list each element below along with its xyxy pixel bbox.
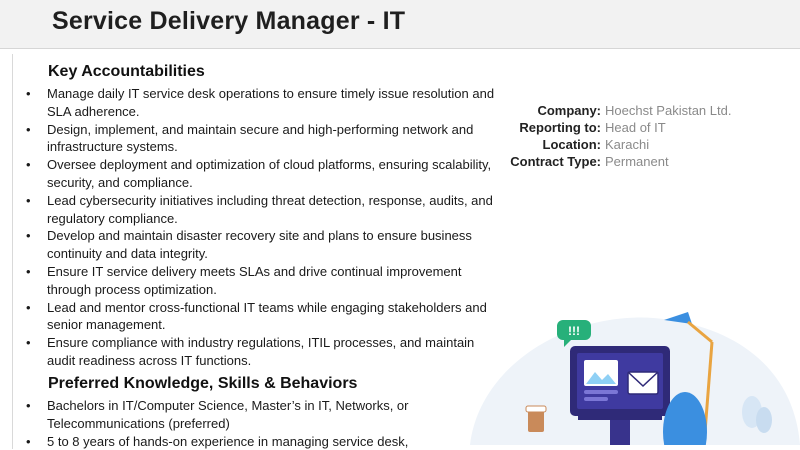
contract-label: Contract Type:	[510, 154, 601, 169]
list-item: • Design, implement, and maintain secure and high-performing network and infrastructure systems.	[26, 121, 506, 157]
company-label: Company:	[537, 103, 601, 118]
company-row	[486, 102, 786, 119]
chat-bubble-text: !!!	[568, 324, 580, 338]
list-item: • Ensure IT service delivery meets SLAs and drive continual improvement through process optimization.	[26, 263, 506, 299]
list-item: • 5 to 8 years of hands-on experience in managing service desk,	[26, 433, 456, 450]
contract-value: Permanent	[605, 154, 669, 169]
reporting-row	[486, 119, 786, 136]
list-item: • Bachelors in IT/Computer Science, Master’s in IT, Networks, or Telecommunications (preferred)	[26, 397, 456, 433]
left-divider	[12, 54, 13, 449]
reporting-value: Head of IT	[605, 120, 666, 135]
preferred-knowledge-heading: Preferred Knowledge, Skills & Behaviors	[48, 375, 358, 392]
location-row	[486, 136, 786, 153]
coffee-cup-icon	[526, 406, 546, 432]
list-item: • Oversee deployment and optimization of cloud platforms, ensuring scalability, security, and compliance.	[26, 156, 506, 192]
envelope-icon	[628, 372, 658, 394]
page-title: Service Delivery Manager - IT	[52, 7, 406, 35]
company-value: Hoechst Pakistan Ltd.	[605, 103, 732, 118]
contract-row	[486, 153, 786, 170]
location-label: Location:	[542, 137, 601, 152]
list-item: • Lead cybersecurity initiatives including threat detection, response, audits, and regulatory compliance.	[26, 192, 506, 228]
list-item: • Develop and maintain disaster recovery site and plans to ensure business continuity and data integrity.	[26, 227, 506, 263]
workspace-illustration	[460, 300, 800, 445]
accountabilities-list	[26, 85, 506, 370]
location-value: Karachi	[605, 137, 650, 152]
job-info-panel	[486, 102, 786, 170]
knowledge-list	[26, 397, 456, 450]
list-item: • Ensure compliance with industry regulations, ITIL processes, and maintain audit readiness across IT functions.	[26, 334, 506, 370]
list-item: • Manage daily IT service desk operations to ensure timely issue resolution and SLA adherence.	[26, 85, 506, 121]
reporting-label: Reporting to:	[519, 120, 601, 135]
key-accountabilities-heading: Key Accountabilities	[48, 63, 205, 80]
page-header	[0, 0, 800, 49]
list-item: • Lead and mentor cross-functional IT teams while engaging stakeholders and senior management.	[26, 299, 506, 335]
